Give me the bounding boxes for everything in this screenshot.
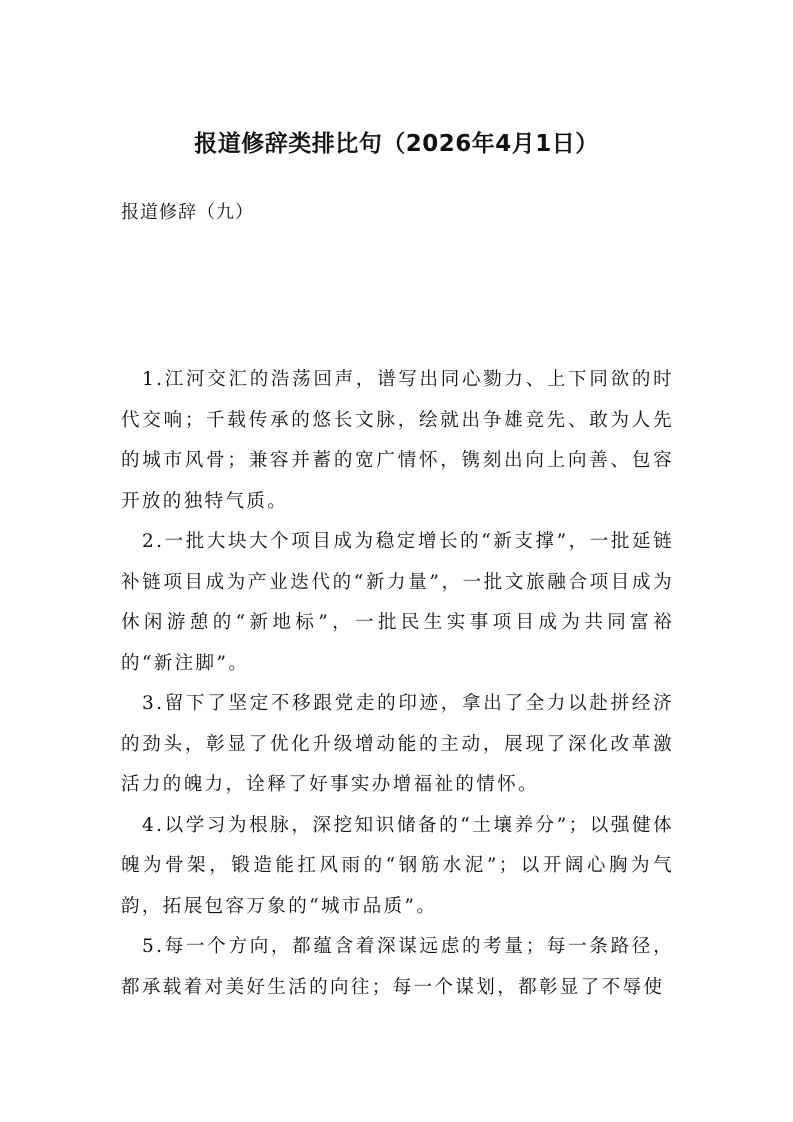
- paragraph-1: 1.江河交汇的浩荡回声，谱写出同心勠力、上下同欲的时代交响；千载传承的悠长文脉，绘就出争雄竞先、敢为人先的城市风骨；兼容并蓄的宽广情怀，镌刻出向上向善、包容开放的独特气质。: [121, 369, 674, 512]
- paragraph-5: 5.每一个方向，都蕴含着深谋远虑的考量；每一条路径，都承载着对美好生活的向往；每一个谋划，都彰显了不辱使: [121, 936, 674, 998]
- document-subtitle: 报道修辞（九）: [121, 202, 254, 223]
- paragraph-4: 4.以学习为根脉，深挖知识储备的“土壤养分”；以强健体魄为骨架，锻造能扛风雨的“钢筋水泥”；以开阔心胸为气韵，拓展包容万象的“城市品质”。: [121, 814, 674, 917]
- paragraph-2: 2.一批大块大个项目成为稳定增长的“新支撑”，一批延链补链项目成为产业迭代的“新力量”，一批文旅融合项目成为休闲游憩的“新地标”，一批民生实事项目成为共同富裕的“新注脚”。: [121, 531, 674, 674]
- document-title: 报道修辞类排比句（2026年4月1日）: [194, 131, 599, 157]
- document-body: [121, 360, 674, 1008]
- paragraph-3: 3.留下了坚定不移跟党走的印迹，拿出了全力以赴拼经济的劲头，彰显了优化升级增动能的主动，展现了深化改革激活力的魄力，诠释了好事实办增福祉的情怀。: [121, 693, 674, 795]
